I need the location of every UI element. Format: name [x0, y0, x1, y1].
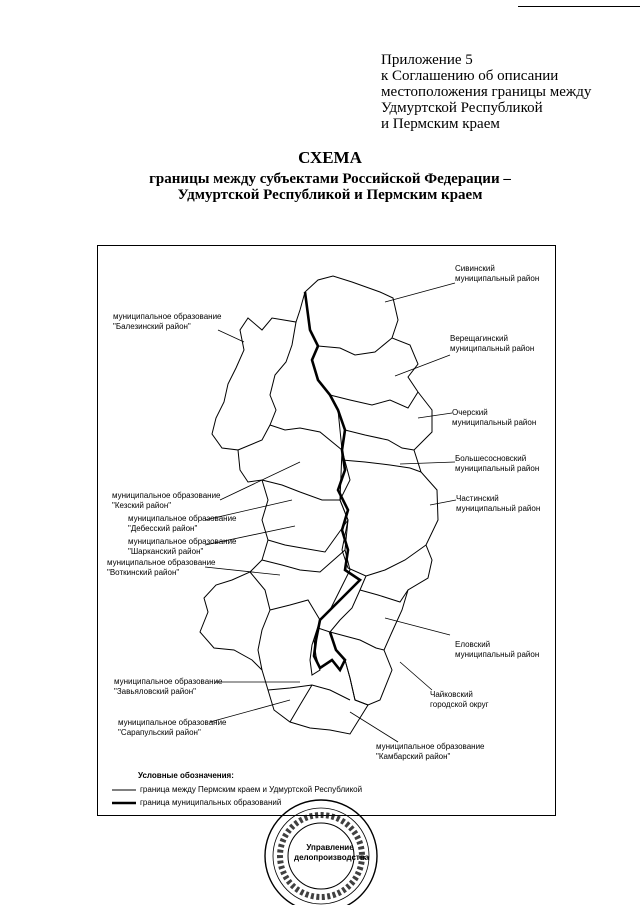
label-elovsky: Еловский муниципальный район [455, 640, 540, 659]
annex-line: к Соглашению об описании [381, 68, 559, 84]
label-sarapulsky: муниципальное образование "Сарапульский район" [118, 718, 227, 737]
scheme-subtitle-line1: границы между субъектами Российской Федерации – [149, 171, 511, 187]
label-ochersky: Очерский муниципальный район [452, 408, 537, 427]
annex-line: Приложение 5 [381, 52, 473, 68]
label-vereshchaginsky: Верещагинский муниципальный район [450, 334, 535, 353]
udmurt-districts-outline [200, 292, 368, 734]
label-sivinsky: Сивинский муниципальный район [455, 264, 540, 283]
stamp-center-text: Управление делопроизводства [294, 843, 370, 862]
label-chaikovsky: Чайковский городской округ [430, 690, 489, 709]
perm-districts-outline [305, 276, 438, 705]
label-kambarsky: муниципальное образование "Камбарский район" [376, 742, 485, 761]
label-balezinsky: муниципальное образование "Балезинский район" [113, 312, 222, 331]
legend-title: Условные обозначения: [138, 771, 234, 780]
label-zavyalovsky: муниципальное образование "Завьяловский район" [114, 677, 223, 696]
state-border-line [305, 292, 360, 670]
scheme-subtitle-line2: Удмуртской Республикой и Пермским краем [177, 187, 483, 203]
label-votkinsky: муниципальное образование "Воткинский район" [107, 558, 216, 577]
label-bolsheosoinsky: Большесосновский муниципальный район [455, 454, 540, 473]
annex-line: местоположения границы между [381, 84, 592, 100]
label-debessky: муниципальное образование "Дебесский район" [128, 514, 237, 533]
label-chastinsky: Частинский муниципальный район [456, 494, 541, 513]
annex-line: Удмуртской Республикой [381, 100, 543, 116]
annex-line: и Пермским краем [381, 116, 500, 132]
legend-item-municipal-border: граница муниципальных образований [140, 798, 282, 807]
perm-internal-boundaries [318, 338, 426, 650]
legend-item-state-border: граница между Пермским краем и Удмуртской Республикой [140, 785, 363, 794]
label-sharkansky: муниципальное образование "Шарканский район" [128, 537, 237, 556]
label-kezsky: муниципальное образование "Кезский район" [112, 491, 221, 510]
scheme-title: СХЕМА [298, 148, 362, 167]
